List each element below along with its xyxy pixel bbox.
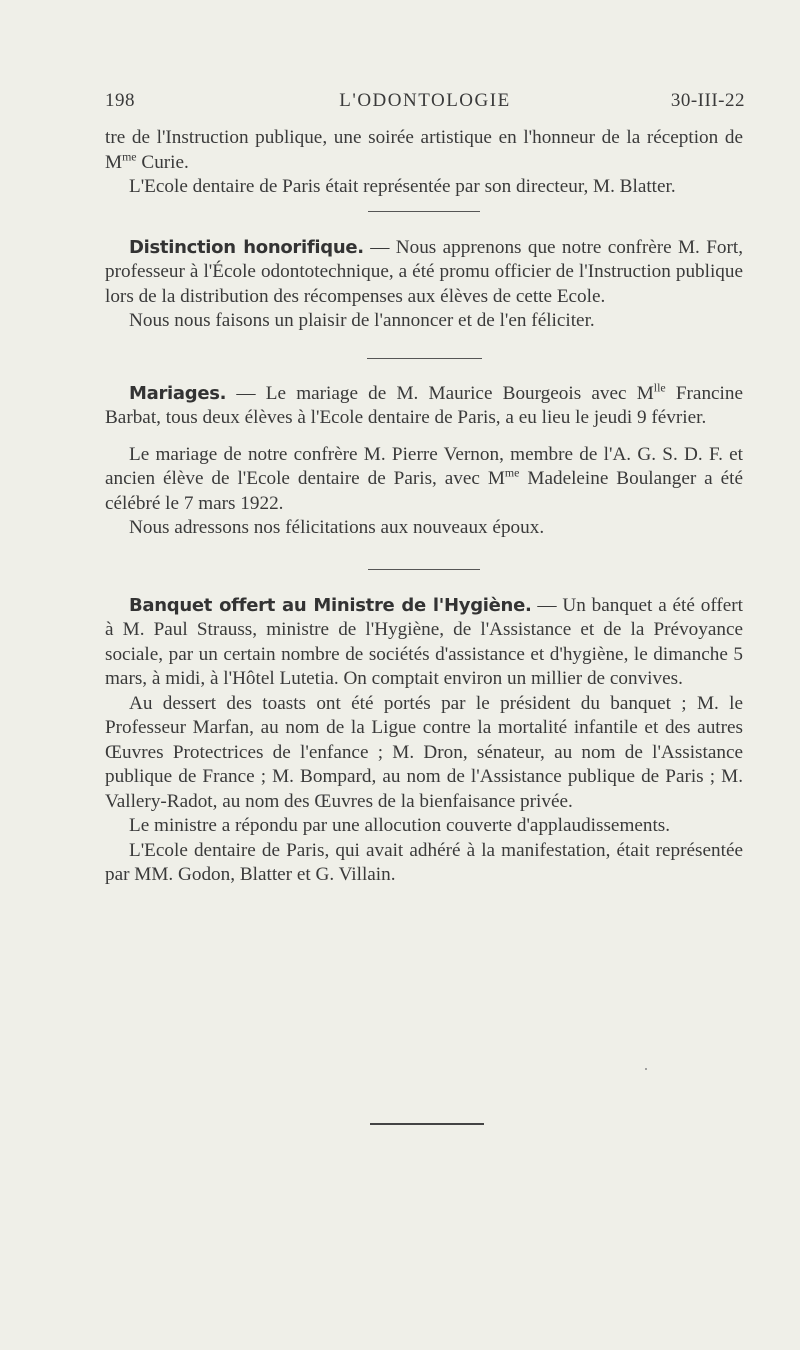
mariages2-text-a: Le mariage de notre confrère M. Pierre Vernon, membre de l'A. G. S. D. F. et ancien élève de l'Ecole dentaire de Paris, avec M <box>105 443 743 489</box>
intro-text-b: Curie. <box>136 151 189 173</box>
end-rule <box>370 1123 484 1125</box>
page-number: 198 <box>105 90 135 111</box>
mariages-paragraph-3: Nous adressons nos félicitations aux nouveaux époux. <box>129 517 545 538</box>
running-header <box>105 90 745 118</box>
print-speck <box>645 1068 647 1070</box>
mariages-paragraph-2 <box>105 443 743 517</box>
mariages-superscript: lle <box>653 380 666 395</box>
intro-paragraph <box>105 126 743 175</box>
distinction-paragraph-2: Nous nous faisons un plaisir de l'annoncer et de l'en féliciter. <box>129 310 595 331</box>
section-divider <box>367 358 482 359</box>
mariages2-superscript: me <box>504 465 520 480</box>
banquet-paragraph-2: Au dessert des toasts ont été portés par le président du banquet ; M. le Professeur Marfan, au nom de la Ligue contre la mortalité infantile et des autres Œuvres Protectrices de l'enfance ; M. Dron, sénateur, au nom de l'Assistance publique de France ; M. Bompard, au nom de l'Assistance publique de Paris ; M. Vallery-Radot, au nom des Œuvres de la bienfaisance privée. <box>105 692 743 812</box>
distinction-heading: Distinction honorifique. <box>129 236 364 258</box>
page-body <box>105 126 743 888</box>
banquet-text: — Un banquet a été offert à M. Paul Strauss, ministre de l'Hygiène, de l'Assistance et de la Prévoyance sociale, par un certain nombre de sociétés d'assistance et d'hygiène, le dimanche 5 mars, à midi, à l'Hôtel Lutetia. On comptait environ un millier de convives. <box>105 594 743 689</box>
intro-paragraph-2: L'Ecole dentaire de Paris était représentée par son directeur, M. Blatter. <box>129 176 676 197</box>
distinction-text: — Nous apprenons que notre confrère M. Fort, professeur à l'École odontotechnique, a été promu officier de l'Instruction publique lors de la distribution des récompenses aux élèves de cette Ecole. <box>105 236 744 307</box>
mariages-text-b: Francine Barbat, tous deux élèves à l'Ecole dentaire de Paris, a eu lieu le jeudi 9 février. <box>105 382 743 428</box>
intro-text-a: tre de l'Instruction publique, une soirée artistique en l'honneur de la réception de M <box>105 127 743 173</box>
issue-date: 30-III-22 <box>670 90 745 111</box>
section-divider <box>368 211 480 212</box>
journal-title: L'ODONTOLOGIE <box>339 90 511 111</box>
section-divider <box>368 569 480 570</box>
banquet-heading: Banquet offert au Ministre de l'Hygiène. <box>129 594 532 616</box>
mariages2-text-b: Madeleine Boulanger a été célébré le 7 mars 1922. <box>105 468 743 514</box>
banquet-paragraph-4: L'Ecole dentaire de Paris, qui avait adhéré à la manifestation, était représentée par MM. Godon, Blatter et G. Villain. <box>105 839 743 885</box>
intro-superscript: me <box>122 149 137 164</box>
banquet-paragraph <box>105 594 743 692</box>
mariages-text-a: — Le mariage de M. Maurice Bourgeois avec M <box>226 382 654 404</box>
banquet-paragraph-3: Le ministre a répondu par une allocution couverte d'applaudissements. <box>129 815 671 836</box>
mariages-heading: Mariages. <box>129 382 227 404</box>
distinction-paragraph <box>105 236 743 310</box>
mariages-paragraph <box>105 382 743 431</box>
